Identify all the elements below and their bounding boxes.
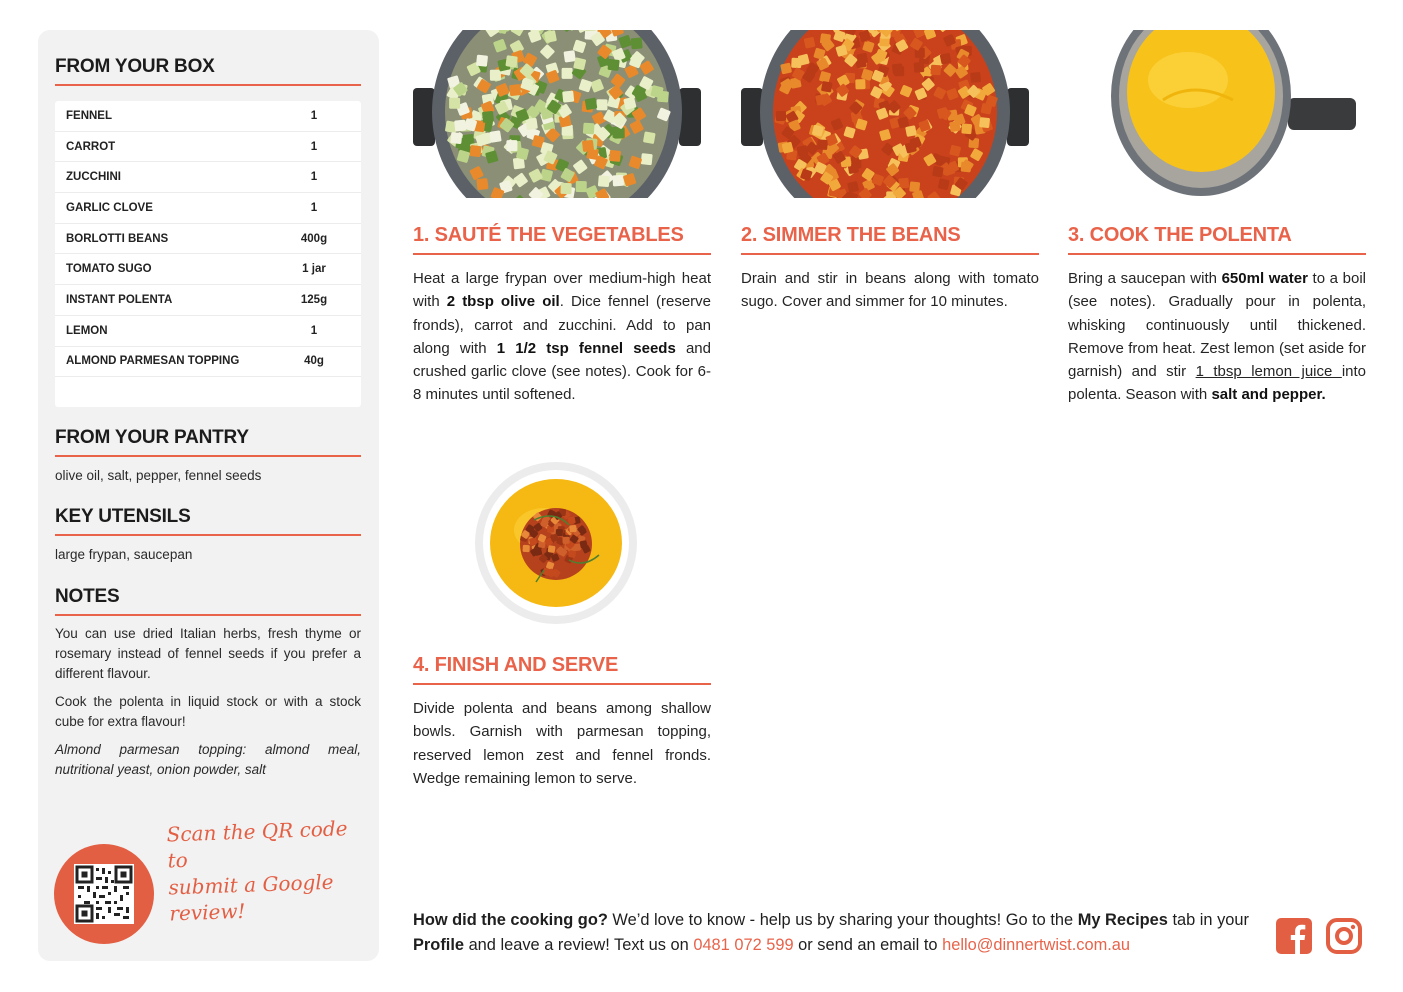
food-piece (569, 525, 577, 533)
ingredient-row (55, 347, 361, 378)
food-piece (525, 118, 537, 130)
food-piece (596, 99, 607, 110)
food-piece (641, 153, 653, 165)
step-text: Drain and stir in beans along with tomato sugo. Cover and simmer for 10 minutes. (741, 270, 1039, 311)
qr-code-icon[interactable] (74, 864, 134, 924)
step-text-bold: 650ml water (1221, 270, 1308, 287)
food-piece (609, 150, 621, 162)
ingredient-qty: 1 jar (302, 263, 326, 276)
food-piece (979, 117, 990, 128)
food-piece (607, 59, 619, 71)
food-piece (482, 111, 494, 123)
food-piece (490, 70, 501, 81)
utensils-section (55, 506, 361, 565)
food-piece (523, 545, 530, 552)
food-piece (657, 91, 669, 103)
food-piece (780, 63, 792, 75)
step-text: and crushed garlic clove (see notes). Cook for 6-8 minutes until softened. (413, 339, 711, 404)
ingredient-qty: 125g (300, 293, 328, 306)
ingredient-name: BORLOTTI BEANS (66, 232, 169, 245)
step-1-photo (413, 30, 701, 198)
food-piece (612, 175, 624, 187)
food-piece (914, 62, 925, 73)
food-piece (563, 50, 575, 62)
step-2-photo (741, 30, 1029, 198)
food-piece (476, 55, 488, 67)
food-piece (469, 145, 481, 157)
step-2-body (741, 267, 1039, 314)
pantry-text: olive oil, salt, pepper, fennel seeds (55, 468, 262, 484)
food-piece (562, 537, 569, 544)
food-piece (568, 516, 576, 524)
step-3-title: 3. COOK THE POLENTA (1068, 224, 1366, 255)
qr-review-caption (166, 815, 370, 927)
step-text-bold: 2 tbsp olive oil (446, 293, 560, 311)
food-piece (548, 545, 556, 553)
step-text-bold: salt and pepper. (1211, 386, 1326, 404)
ingredient-qty: 1 (310, 140, 318, 153)
ingredient-qty: 1 (310, 109, 318, 122)
footer-profile: Profile (413, 936, 465, 954)
step-4-photo (474, 460, 638, 626)
food-piece (961, 123, 972, 134)
box-heading: FROM YOUR BOX (55, 56, 361, 86)
food-piece (561, 183, 572, 194)
step-text-bold: 1 1/2 tsp fennel seeds (496, 339, 676, 357)
food-piece (568, 550, 576, 558)
utensils-heading: KEY UTENSILS (55, 506, 361, 536)
food-piece (598, 175, 610, 187)
step-3-photo (1068, 30, 1366, 198)
footer-my-recipes: My Recipes (1077, 911, 1168, 929)
step-1-title: 1. SAUTÉ THE VEGETABLES (413, 224, 711, 255)
footer-text: tab in your (1167, 911, 1249, 929)
food-piece (562, 68, 573, 79)
footer-question: How did the cooking go? (413, 911, 608, 929)
note-text: Cook the polenta in liquid stock or with a stock cube for extra flavour! (55, 693, 361, 729)
food-piece (449, 98, 460, 109)
ingredient-row (55, 162, 361, 193)
food-piece (562, 91, 574, 103)
ingredient-qty: 400g (300, 232, 328, 245)
food-piece (583, 123, 595, 135)
ingredient-row (55, 285, 361, 316)
step-4-title: 4. FINISH AND SERVE (413, 654, 711, 685)
food-piece (909, 181, 920, 192)
step-4-body (413, 697, 711, 790)
food-piece (576, 181, 587, 192)
email-link[interactable]: hello@dinnertwist.com.au (942, 936, 1131, 954)
review-footer (413, 908, 1263, 958)
ingredient-qty: 40g (304, 355, 324, 368)
step-2-title: 2. SIMMER THE BEANS (741, 224, 1039, 255)
step-text-underline: 1 tbsp lemon juice (1195, 363, 1342, 381)
food-piece (817, 139, 828, 150)
pantry-section (55, 427, 361, 486)
food-piece (938, 178, 950, 190)
notes-section (55, 586, 361, 780)
ingredient-name: LEMON (66, 324, 108, 337)
pantry-heading: FROM YOUR PANTRY (55, 427, 361, 457)
food-piece (505, 55, 517, 67)
ingredient-name: INSTANT POLENTA (66, 293, 173, 306)
food-piece (489, 130, 502, 143)
food-piece (932, 166, 944, 178)
ingredient-name: ALMOND PARMESAN TOPPING (66, 355, 240, 368)
food-piece (573, 543, 581, 551)
food-piece (815, 94, 827, 106)
ingredient-row (55, 316, 361, 347)
instagram-icon[interactable] (1325, 917, 1363, 955)
ingredients-table (55, 101, 361, 407)
step-text: Divide polenta and beans among shallow bowls. Garnish with parmesan topping, reserved lemon zest and fennel fronds. Wedge remaining lemon to serve. (413, 700, 711, 787)
food-piece (544, 30, 557, 43)
note-text: You can use dried Italian herbs, fresh thyme or rosemary instead of fennel seeds if you prefer a different flavour. (55, 625, 361, 681)
step-1-body (413, 267, 711, 407)
ingredient-qty: 1 (310, 324, 318, 337)
food-piece (450, 132, 462, 144)
qr-code-badge[interactable] (54, 844, 154, 944)
step-text: into polenta. Season with (1068, 363, 1367, 404)
food-piece (940, 53, 952, 65)
food-piece (821, 81, 833, 93)
qr-caption-line: Scan the QR code to (166, 816, 348, 874)
food-piece (582, 140, 594, 152)
ingredient-name: TOMATO SUGO (66, 263, 152, 276)
food-piece (506, 140, 517, 151)
ingredient-row (55, 224, 361, 255)
food-piece (905, 125, 917, 137)
footer-text: or send an email to (793, 936, 943, 954)
food-piece (856, 53, 868, 65)
ingredient-row (55, 193, 361, 224)
ingredient-row (55, 254, 361, 285)
food-piece (509, 84, 521, 96)
food-piece (776, 111, 786, 121)
ingredients-sidebar (38, 30, 379, 961)
food-piece (855, 79, 865, 89)
utensils-text: large frypan, saucepan (55, 547, 193, 563)
food-piece (930, 65, 941, 76)
ingredient-qty: 1 (310, 201, 318, 214)
footer-text: and leave a review! Text us on (464, 936, 694, 954)
food-piece (892, 63, 903, 74)
step-text: Bring a saucepan with (1068, 270, 1222, 287)
step-text: Heat a large frypan over medium-high heat with (413, 270, 711, 311)
note-text: Almond parmesan topping: almond meal, nutritional yeast, onion powder, salt (55, 741, 361, 777)
step-text: . Dice fennel (reserve fronds), carrot and zucchini. Add to pan along with (413, 293, 712, 357)
facebook-icon[interactable] (1275, 917, 1313, 955)
notes-heading: NOTES (55, 586, 361, 616)
ingredient-row (55, 132, 361, 163)
step-3-body (1068, 267, 1366, 407)
food-piece (454, 120, 466, 132)
qr-caption-line: submit a Google review! (168, 869, 334, 927)
footer-text: We’d love to know - help us by sharing your thoughts! Go to the (607, 911, 1078, 929)
ingredient-qty: 1 (310, 171, 318, 184)
food-piece (476, 178, 488, 190)
food-piece (585, 97, 598, 110)
food-piece (804, 37, 816, 49)
ingredient-name: CARROT (66, 140, 116, 153)
food-piece (970, 72, 981, 83)
food-piece (797, 145, 809, 157)
step-text: to a boil (see notes). Gradually pour in polenta, whisking continuously until thickened. Remove from heat. Zest lemon (set aside for garnish) and stir (1068, 270, 1366, 381)
ingredient-row (55, 101, 361, 132)
ingredients-table-spacer (55, 377, 361, 403)
food-piece (631, 37, 643, 49)
ingredient-name: GARLIC CLOVE (66, 201, 153, 214)
ingredient-name: FENNEL (66, 109, 112, 122)
food-piece (643, 131, 656, 144)
ingredient-name: ZUCCHINI (66, 171, 121, 184)
phone-link[interactable]: 0481 072 599 (693, 936, 794, 954)
